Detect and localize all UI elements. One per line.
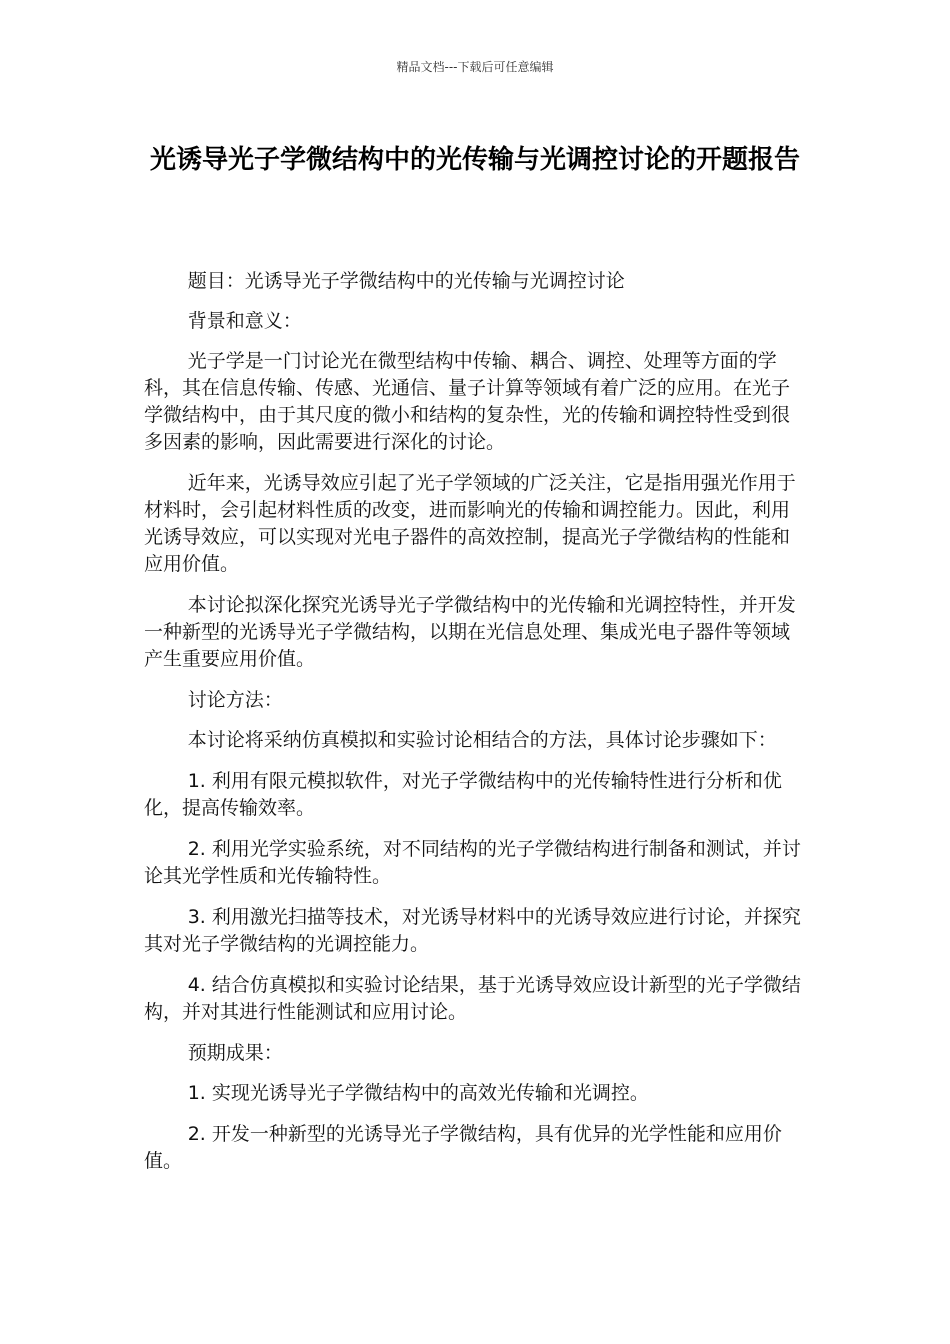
document-title: 光诱导光子学微结构中的光传输与光调控讨论的开题报告	[149, 145, 800, 175]
list-item: 2. 利用光学实验系统，对不同结构的光子学微结构进行制备和测试，并讨论其光学性质和光传输特性。	[144, 838, 801, 887]
section-heading-results: 预期成果：	[187, 1042, 283, 1064]
section-heading-methods: 讨论方法：	[187, 689, 283, 711]
list-item: 3. 利用激光扫描等技术，对光诱导材料中的光诱导效应进行讨论，并探究其对光子学微结构的光调控能力。	[144, 906, 801, 955]
body-paragraph: 本讨论拟深化探究光诱导光子学微结构中的光传输和光调控特性，并开发一种新型的光诱导光子学微结构，以期在光信息处理、集成光电子器件等领域产生重要应用价值。	[144, 594, 796, 670]
body-paragraph: 光子学是一门讨论光在微型结构中传输、耦合、调控、处理等方面的学科，其在信息传输、传感、光通信、量子计算等领域有着广泛的应用。在光子学微结构中，由于其尺度的微小和结构的复杂性，光的传输和调控特性受到很多因素的影响，因此需要进行深化的讨论。	[144, 350, 791, 453]
body-paragraph: 本讨论将采纳仿真模拟和实验讨论相结合的方法，具体讨论步骤如下：	[187, 729, 777, 751]
list-item: 1. 利用有限元模拟软件，对光子学微结构中的光传输特性进行分析和优化，提高传输效率。	[144, 770, 782, 819]
topic-line: 题目：光诱导光子学微结构中的光传输与光调控讨论	[187, 270, 625, 292]
page-header: 精品文档---下载后可任意编辑	[396, 60, 554, 74]
body-paragraph: 近年来，光诱导效应引起了光子学领域的广泛关注，它是指用强光作用于材料时，会引起材料性质的改变，进而影响光的传输和调控能力。因此，利用光诱导效应，可以实现对光电子器件的高效控制，提高光子学微结构的性能和应用价值。	[144, 472, 796, 575]
section-heading-background: 背景和意义：	[187, 310, 302, 332]
list-item: 2. 开发一种新型的光诱导光子学微结构，具有优异的光学性能和应用价值。	[144, 1123, 782, 1172]
list-item: 4. 结合仿真模拟和实验讨论结果，基于光诱导效应设计新型的光子学微结构，并对其进行性能测试和应用讨论。	[144, 974, 801, 1023]
document-body	[144, 268, 806, 1189]
list-item: 1. 实现光诱导光子学微结构中的高效光传输和光调控。	[187, 1082, 649, 1104]
